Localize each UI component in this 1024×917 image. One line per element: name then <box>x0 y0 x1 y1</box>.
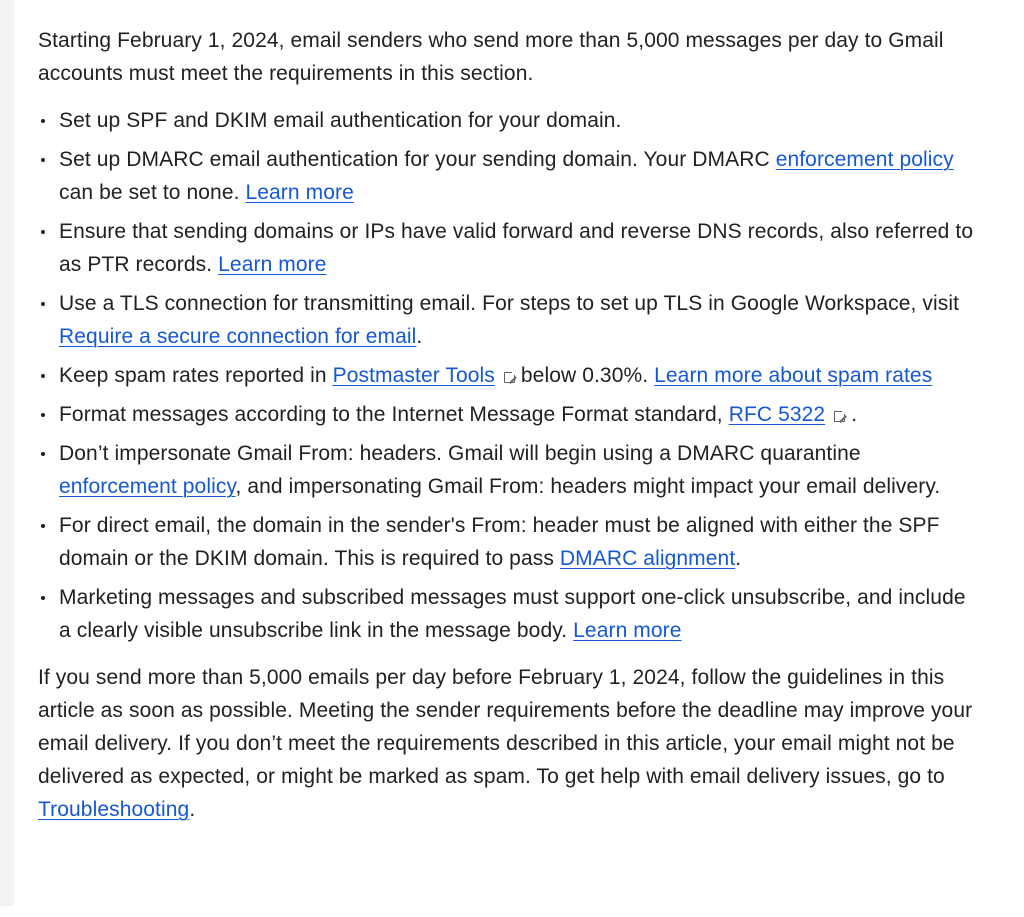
list-item-dns <box>38 215 978 281</box>
spam-rates-link[interactable]: Learn more about spam rates <box>654 364 933 387</box>
list-item-unsubscribe <box>38 581 978 647</box>
learn-more-link[interactable]: Learn more <box>218 253 327 276</box>
item-text: Set up DMARC email authentication for your sending domain. Your DMARC <box>59 148 776 171</box>
item-text: can be set to none. <box>59 181 246 204</box>
dmarc-alignment-link[interactable]: DMARC alignment <box>559 547 736 570</box>
enforcement-policy-link[interactable]: enforcement policy <box>775 148 954 171</box>
troubleshooting-link[interactable]: Troubleshooting <box>38 798 190 821</box>
outro-text: . <box>189 798 196 821</box>
list-item-rfc <box>38 398 978 431</box>
item-text: . <box>735 547 742 570</box>
list-item-impersonate <box>38 437 978 503</box>
learn-more-link[interactable]: Learn more <box>573 619 682 642</box>
item-text: , and impersonating Gmail From: headers might impact your email delivery. <box>235 475 941 498</box>
item-text: Format messages according to the Internet Message Format standard, <box>59 403 729 426</box>
enforcement-policy-link[interactable]: enforcement policy <box>59 475 236 498</box>
external-link-icon <box>504 372 515 383</box>
list-item-tls <box>38 287 978 353</box>
article-body <box>38 24 978 826</box>
learn-more-link[interactable]: Learn more <box>245 181 354 204</box>
item-text: Ensure that sending domains or IPs have valid forward and reverse DNS records, also referred to as PTR records. <box>59 220 974 276</box>
external-link-icon <box>834 411 845 422</box>
item-text: Don’t impersonate Gmail From: headers. Gmail will begin using a DMARC quarantine <box>59 442 861 465</box>
outro-text: If you send more than 5,000 emails per day before February 1, 2024, follow the guidelines in this article as soon as possible. Meeting the sender requirements before the deadline may improve your email delivery. If you don’t meet the requirements described in this article, your email might not be delivered as expected, or might be marked as spam. To get help with email delivery issues, go to <box>38 666 973 788</box>
rfc-5322-link[interactable]: RFC 5322 <box>728 403 826 426</box>
postmaster-tools-link[interactable]: Postmaster Tools <box>332 364 495 387</box>
intro-paragraph: Starting February 1, 2024, email senders who send more than 5,000 messages per day to Gmail accounts must meet the requirements in this section. <box>38 29 944 85</box>
item-text: Keep spam rates reported in <box>59 364 333 387</box>
list-item-spam-rates <box>38 359 978 392</box>
outro-paragraph <box>38 661 978 826</box>
item-text: Marketing messages and subscribed messages must support one-click unsubscribe, and include a clearly visible unsubscribe link in the message body. <box>59 586 966 642</box>
item-text: For direct email, the domain in the sender's From: header must be aligned with either the SPF domain or the DKIM domain. This is required to pass <box>59 514 940 570</box>
list-item-dmarc <box>38 143 978 209</box>
list-item-alignment <box>38 509 978 575</box>
item-text: . <box>851 403 858 426</box>
secure-connection-link[interactable]: Require a secure connection for email <box>59 325 417 348</box>
requirements-list <box>38 104 978 647</box>
item-text: Use a TLS connection for transmitting email. For steps to set up TLS in Google Workspace, visit <box>59 292 960 315</box>
item-text: below 0.30%. <box>520 364 655 387</box>
item-text: . <box>416 325 423 348</box>
list-item-spf-dkim <box>38 104 978 137</box>
item-text: Set up SPF and DKIM email authentication for your domain. <box>59 109 622 132</box>
left-margin-bar <box>0 0 14 906</box>
